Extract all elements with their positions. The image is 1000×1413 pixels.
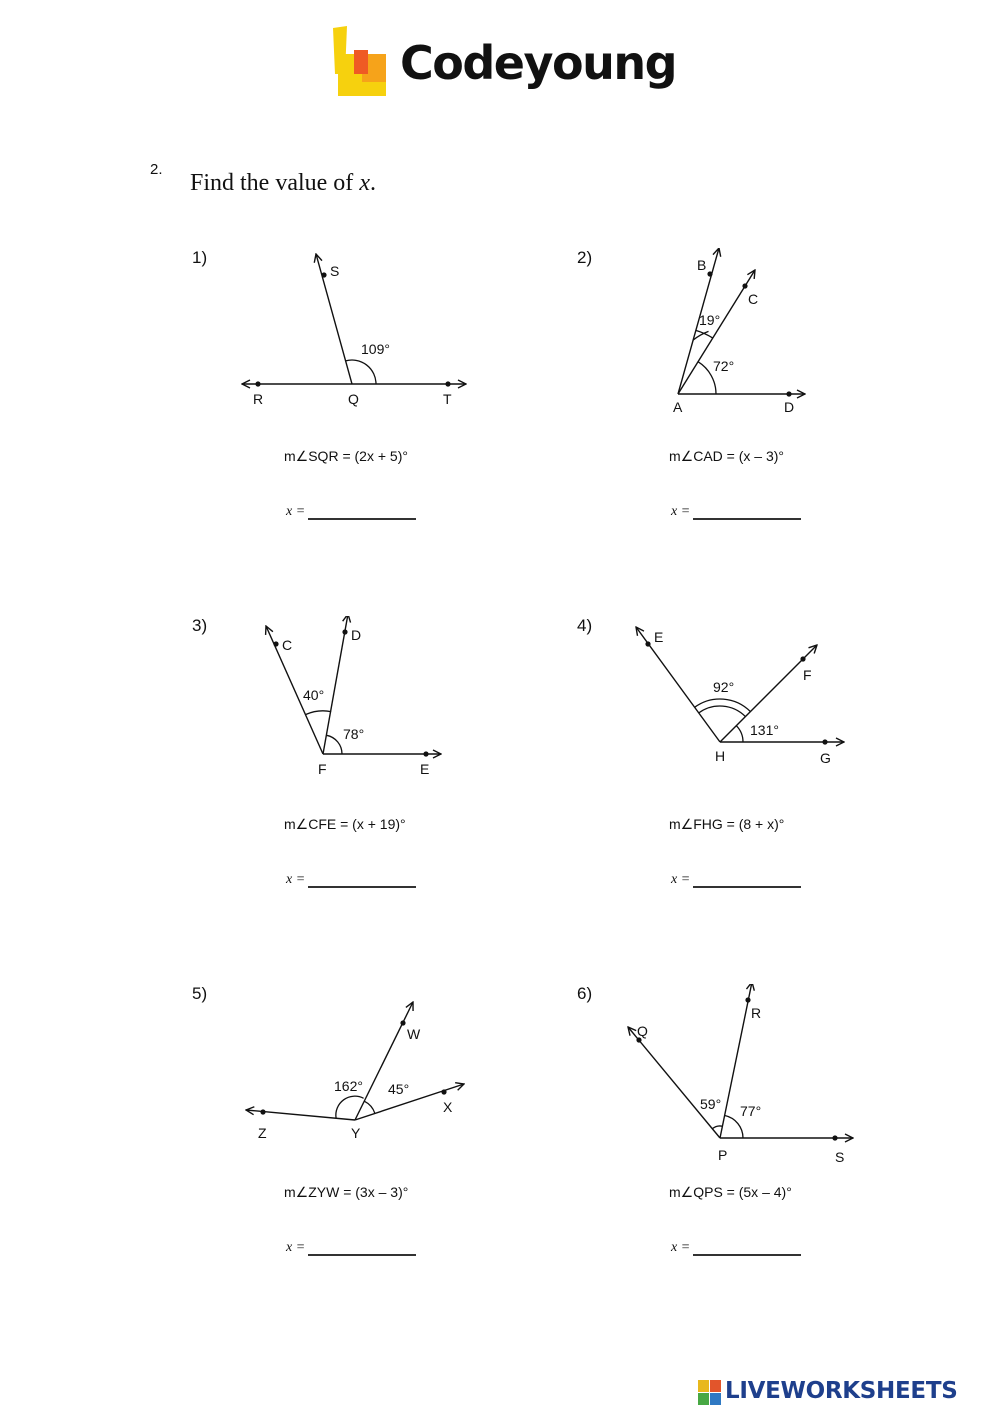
label-q: Q bbox=[348, 391, 359, 407]
question-number: 2. bbox=[150, 161, 163, 178]
footer-brand: LIVEWORKSHEETS bbox=[725, 1378, 958, 1404]
answer-prefix: x = bbox=[671, 504, 691, 519]
problem-3 bbox=[192, 616, 582, 936]
angle-diagram-2 bbox=[577, 248, 967, 428]
angle-label-fhg: 131° bbox=[750, 722, 779, 738]
label-w: W bbox=[407, 1026, 421, 1042]
angle-equation: m∠SQR = (2x + 5)° bbox=[284, 448, 408, 464]
angle-diagram-3 bbox=[192, 616, 582, 796]
ray-pq bbox=[628, 1027, 720, 1138]
label-b: B bbox=[697, 257, 707, 273]
point-c bbox=[742, 283, 747, 288]
answer-blank[interactable] bbox=[693, 504, 801, 520]
instruction bbox=[190, 170, 376, 197]
angle-label-bac: 19° bbox=[699, 312, 721, 328]
label-e: E bbox=[654, 629, 664, 645]
answer-blank[interactable] bbox=[308, 872, 416, 888]
angle-equation: m∠ZYW = (3x – 3)° bbox=[284, 1184, 409, 1200]
label-x: X bbox=[443, 1099, 453, 1115]
problem-2 bbox=[577, 248, 967, 568]
problem-6 bbox=[577, 984, 967, 1304]
angle-equation: m∠CFE = (x + 19)° bbox=[284, 816, 406, 832]
angle-label-wyx: 45° bbox=[388, 1081, 410, 1097]
label-z: Z bbox=[258, 1125, 267, 1141]
instruction-end: . bbox=[369, 170, 376, 196]
angle-label-zyw: 162° bbox=[334, 1078, 363, 1094]
label-d: D bbox=[784, 399, 795, 415]
angle-arc bbox=[346, 360, 376, 384]
answer-line bbox=[286, 870, 416, 888]
problem-1 bbox=[192, 248, 582, 568]
point-z bbox=[260, 1109, 265, 1114]
angle-arc-dfe bbox=[327, 735, 342, 754]
label-y: Y bbox=[351, 1125, 361, 1141]
problem-number: 3) bbox=[192, 616, 208, 635]
point-x bbox=[441, 1089, 446, 1094]
angle-equation: m∠CAD = (x – 3)° bbox=[669, 448, 785, 464]
angle-diagram-1 bbox=[192, 248, 582, 428]
angle-diagram-6 bbox=[577, 984, 967, 1164]
problem-4 bbox=[577, 616, 967, 936]
point-e bbox=[423, 751, 428, 756]
label-a: A bbox=[673, 399, 683, 415]
point-d bbox=[786, 391, 791, 396]
point-s bbox=[832, 1135, 837, 1140]
point-w bbox=[400, 1020, 405, 1025]
angle-label: 109° bbox=[361, 341, 390, 357]
label-c: C bbox=[748, 291, 759, 307]
ray-ac bbox=[678, 270, 755, 394]
label-d: D bbox=[351, 627, 362, 643]
angle-label-ehf: 92° bbox=[713, 679, 735, 695]
problem-number: 1) bbox=[192, 248, 208, 267]
codeyoung-logo-icon bbox=[330, 24, 394, 104]
answer-line bbox=[671, 870, 801, 888]
point-e bbox=[645, 641, 650, 646]
angle-diagram-4 bbox=[577, 616, 967, 796]
label-t: T bbox=[443, 391, 452, 407]
label-q: Q bbox=[637, 1023, 648, 1039]
problem-number: 5) bbox=[192, 984, 208, 1003]
point-b bbox=[707, 271, 712, 276]
ray-yw bbox=[355, 1002, 413, 1120]
angle-label-dfe: 78° bbox=[343, 726, 365, 742]
label-f: F bbox=[803, 667, 812, 683]
angle-label-qpr: 59° bbox=[700, 1096, 722, 1112]
point-r bbox=[255, 381, 260, 386]
liveworksheets-icon bbox=[697, 1379, 723, 1407]
angle-arc-fhg bbox=[736, 726, 743, 742]
label-r: R bbox=[253, 391, 264, 407]
point-g bbox=[822, 739, 827, 744]
angle-label-rps: 77° bbox=[740, 1103, 762, 1119]
answer-blank[interactable] bbox=[308, 504, 416, 520]
label-s: S bbox=[835, 1149, 845, 1164]
answer-line bbox=[286, 502, 416, 520]
instruction-variable: x bbox=[359, 170, 370, 196]
answer-blank[interactable] bbox=[693, 872, 801, 888]
point-d bbox=[342, 629, 347, 634]
angle-arc-ehf-inner bbox=[699, 706, 746, 717]
label-c: C bbox=[282, 637, 293, 653]
answer-blank[interactable] bbox=[693, 1240, 801, 1256]
angle-diagram-5 bbox=[192, 984, 582, 1164]
problem-5 bbox=[192, 984, 582, 1304]
problem-number: 2) bbox=[577, 248, 593, 267]
liveworksheets-logo bbox=[697, 1378, 997, 1408]
point-f bbox=[800, 656, 805, 661]
angle-arc-cfd bbox=[306, 711, 331, 715]
answer-line bbox=[671, 502, 801, 520]
answer-prefix: x = bbox=[286, 872, 306, 887]
codeyoung-logo bbox=[330, 24, 690, 110]
angle-equation: m∠QPS = (5x – 4)° bbox=[669, 1184, 792, 1200]
label-g: G bbox=[820, 750, 831, 766]
label-s: S bbox=[330, 263, 340, 279]
label-p: P bbox=[718, 1147, 728, 1163]
instruction-text: Find the value of bbox=[190, 170, 354, 196]
angle-equation: m∠FHG = (8 + x)° bbox=[669, 816, 785, 832]
answer-prefix: x = bbox=[671, 872, 691, 887]
point-s bbox=[321, 272, 326, 277]
point-c bbox=[273, 641, 278, 646]
answer-blank[interactable] bbox=[308, 1240, 416, 1256]
angle-label-cfd: 40° bbox=[303, 687, 325, 703]
label-e: E bbox=[420, 761, 430, 777]
problem-number: 6) bbox=[577, 984, 593, 1003]
label-h: H bbox=[715, 748, 726, 764]
point-t bbox=[445, 381, 450, 386]
label-f: F bbox=[318, 761, 327, 777]
brand-name: Codeyoung bbox=[400, 36, 676, 90]
angle-arc-wyx bbox=[364, 1101, 375, 1113]
point-r bbox=[745, 997, 750, 1002]
angle-label-cad: 72° bbox=[713, 358, 735, 374]
answer-prefix: x = bbox=[286, 1240, 306, 1255]
answer-prefix: x = bbox=[286, 504, 306, 519]
angle-arc-qpr bbox=[712, 1126, 722, 1129]
problem-number: 4) bbox=[577, 616, 593, 635]
answer-line bbox=[671, 1238, 801, 1256]
label-r: R bbox=[751, 1005, 762, 1021]
answer-line bbox=[286, 1238, 416, 1256]
answer-prefix: x = bbox=[671, 1240, 691, 1255]
angle-arc-zyw bbox=[336, 1096, 364, 1118]
